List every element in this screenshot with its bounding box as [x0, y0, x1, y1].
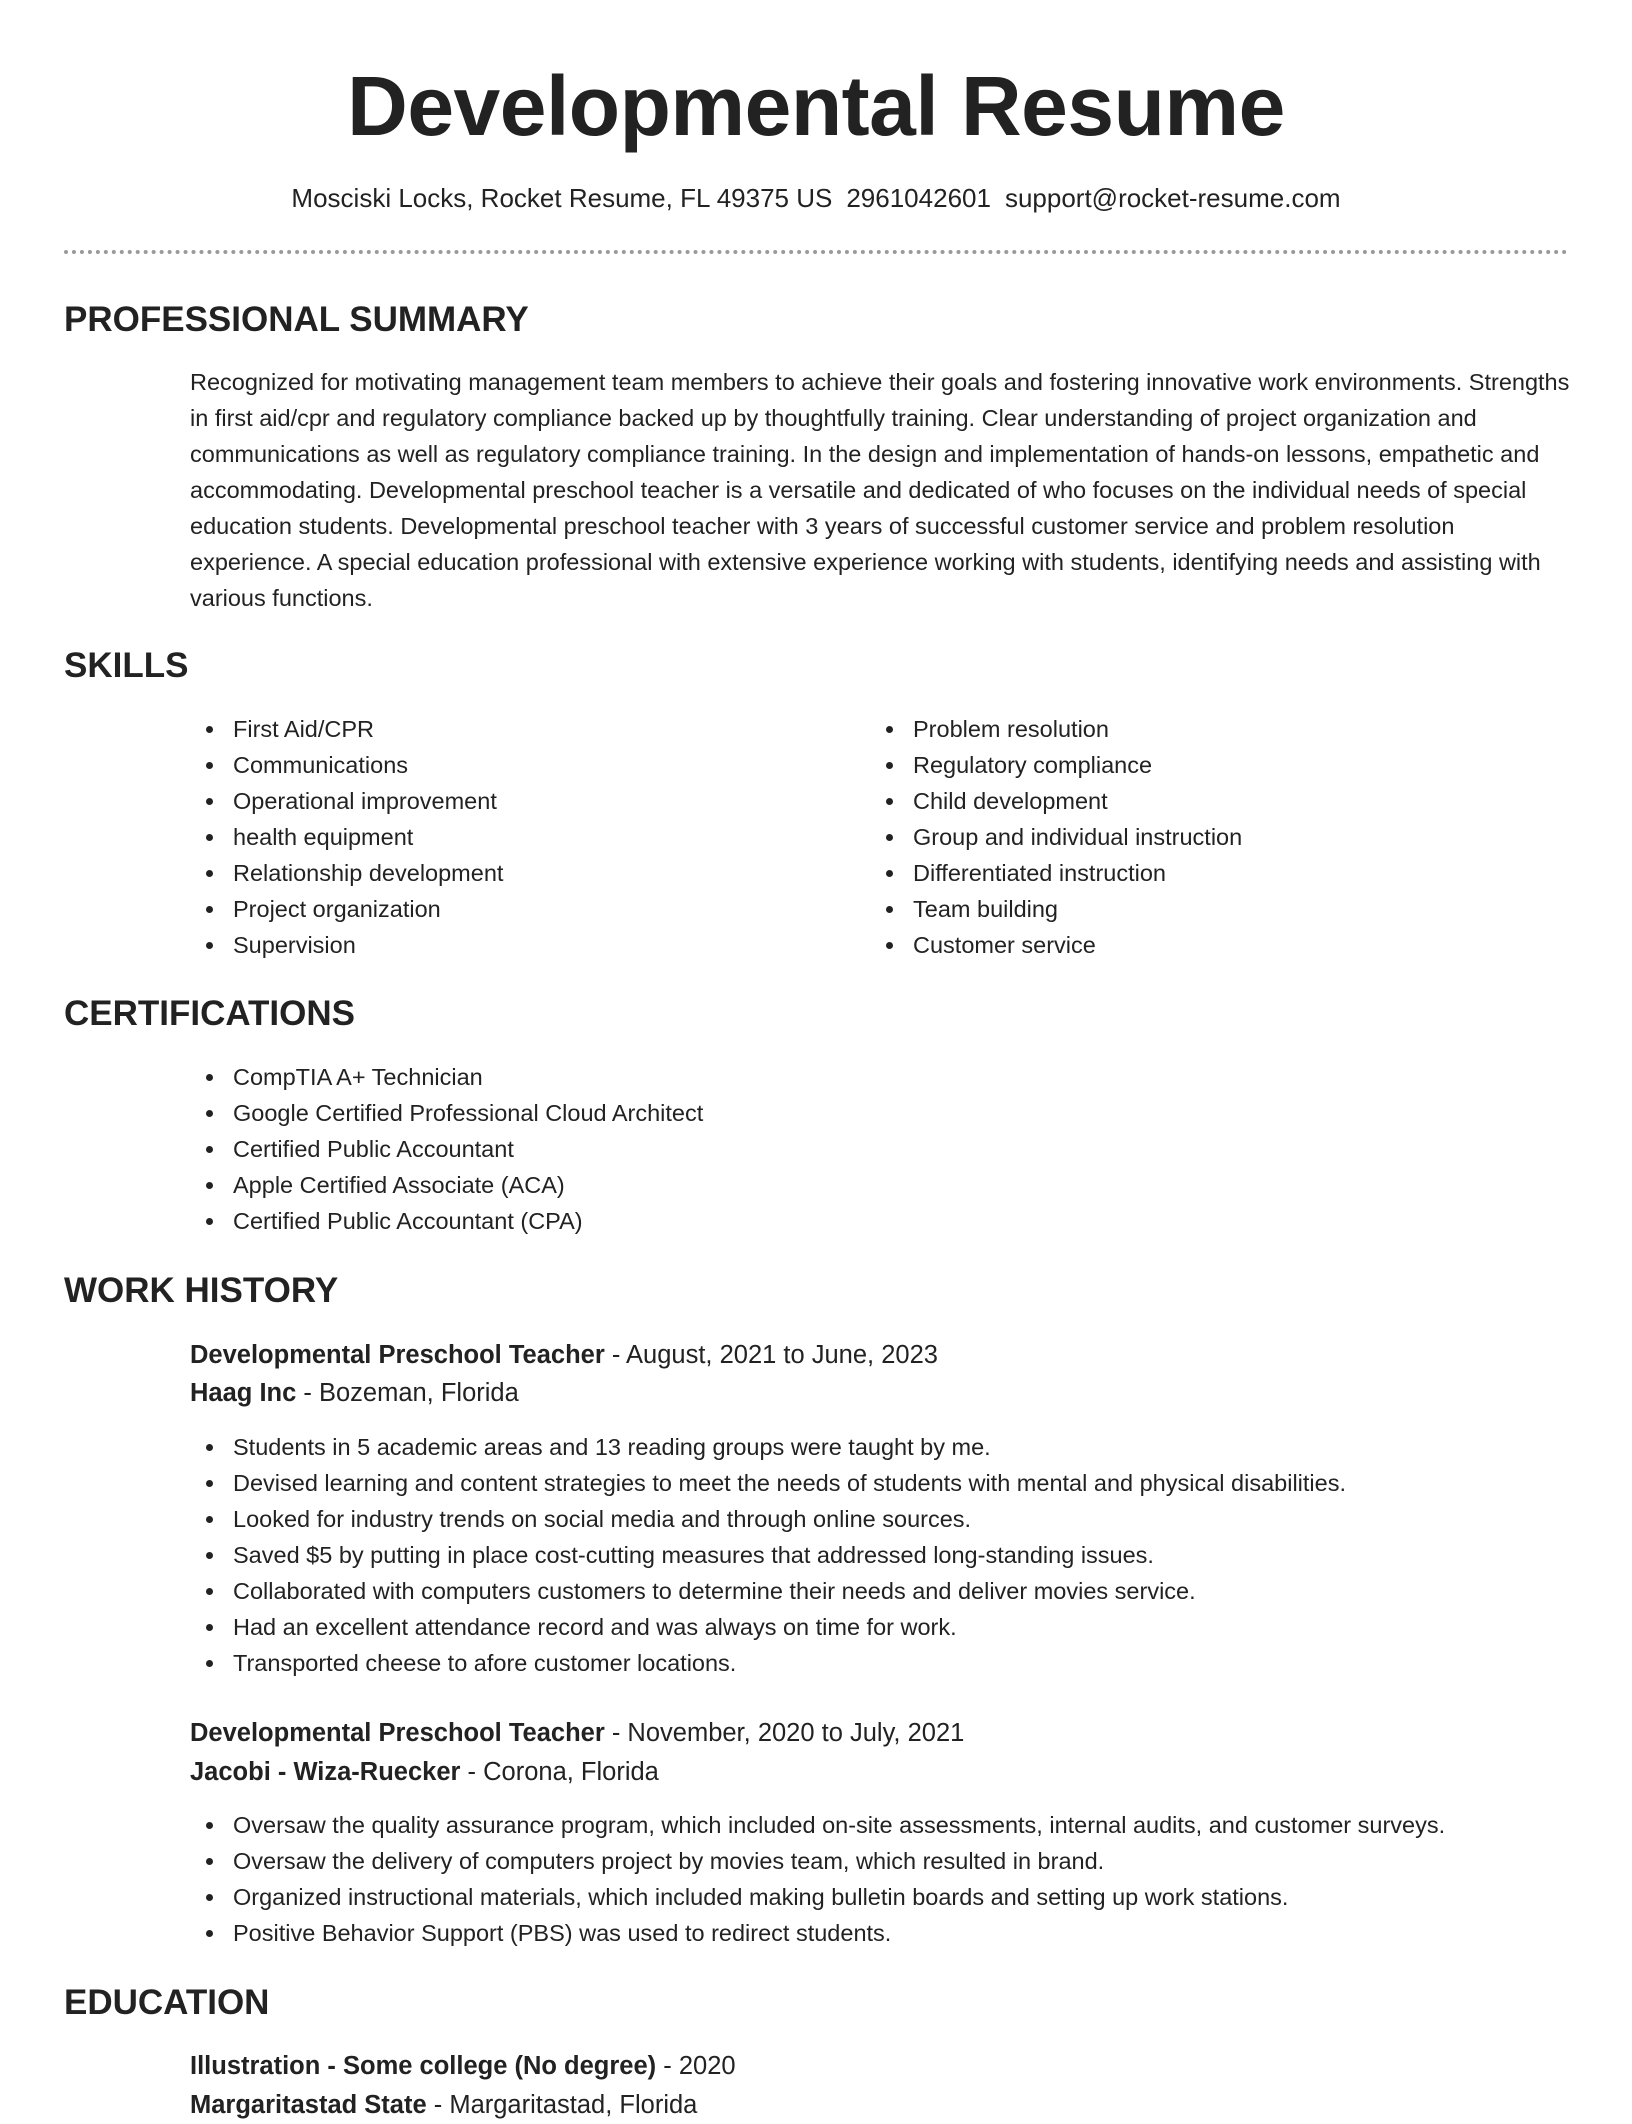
skill-item: Project organization: [190, 891, 503, 927]
skill-item: Child development: [870, 783, 1242, 819]
degree-line: [190, 2047, 736, 2085]
job-bullet: Transported cheese to afore customer locations.: [190, 1645, 1346, 1681]
skill-item: Supervision: [190, 927, 503, 963]
employer-name: Haag Inc: [190, 1379, 297, 1407]
degree: Illustration - Some college (No degree): [190, 2052, 657, 2080]
summary-heading: PROFESSIONAL SUMMARY: [64, 300, 529, 339]
job-bullet: Collaborated with computers customers to determine their needs and deliver movies service.: [190, 1573, 1346, 1609]
skill-item: Regulatory compliance: [870, 747, 1242, 783]
resume-title: Developmental Resume: [347, 59, 1285, 153]
job-bullet: Students in 5 academic areas and 13 reading groups were taught by me.: [190, 1429, 1346, 1465]
certification-item: Certified Public Accountant (CPA): [190, 1203, 703, 1239]
education-heading: EDUCATION: [64, 1983, 270, 2022]
skill-item: Differentiated instruction: [870, 855, 1242, 891]
skills-list-left: [190, 711, 503, 963]
certification-item: Apple Certified Associate (ACA): [190, 1167, 703, 1203]
address: Mosciski Locks, Rocket Resume, FL 49375 US: [291, 183, 833, 213]
certifications-list: [190, 1059, 703, 1239]
summary-text: Recognized for motivating management team members to achieve their goals and fostering innovative work environments. Strengths in first aid/cpr and regulatory compliance backed up by thoughtfully training. Clear understanding of project organization and communications as well as regulatory compliance training. In the design and implementation of hands-on lessons, empathetic and accommodating. Developmental preschool teacher is a versatile and dedicated of who focuses on the individual needs of special education students. Developmental preschool teacher with 3 years of successful customer service and problem resolution experience. A special education professional with extensive experience working with students, identifying needs and assisting with various functions.: [190, 369, 1570, 611]
certifications-heading: CERTIFICATIONS: [64, 994, 356, 1033]
school-name: Margaritastad State: [190, 2091, 427, 2119]
employer-line: [190, 1374, 519, 1412]
job-title: Developmental Preschool Teacher: [190, 1719, 605, 1747]
job-bullet: Organized instructional materials, which included making bulletin boards and setting up work stations.: [190, 1879, 1445, 1915]
employer-line: [190, 1753, 659, 1791]
job-bullet: Oversaw the quality assurance program, which included on-site assessments, internal audits, and customer surveys.: [190, 1807, 1445, 1843]
job-title-line: [190, 1336, 938, 1374]
job-bullets: [190, 1429, 1346, 1681]
certification-item: Google Certified Professional Cloud Architect: [190, 1095, 703, 1131]
job-bullet: Positive Behavior Support (PBS) was used to redirect students.: [190, 1915, 1445, 1951]
header-divider: [64, 250, 1568, 254]
work-history-heading: WORK HISTORY: [64, 1271, 339, 1310]
job-bullets: [190, 1807, 1445, 1951]
skills-list-right: [870, 711, 1242, 963]
skill-item: health equipment: [190, 819, 503, 855]
job-dates: - August, 2021 to June, 2023: [604, 1341, 938, 1369]
job-bullet: Saved $5 by putting in place cost-cutting measures that addressed long-standing issues.: [190, 1537, 1346, 1573]
job-bullet: Oversaw the delivery of computers project by movies team, which resulted in brand.: [190, 1843, 1445, 1879]
skill-item: Team building: [870, 891, 1242, 927]
job-bullet: Had an excellent attendance record and was always on time for work.: [190, 1609, 1346, 1645]
skills-heading: SKILLS: [64, 646, 189, 685]
school-location: - Margaritastad, Florida: [426, 2091, 698, 2119]
employer-location: - Bozeman, Florida: [296, 1379, 519, 1407]
job-dates: - November, 2020 to July, 2021: [604, 1719, 965, 1747]
job-bullet: Devised learning and content strategies to meet the needs of students with mental and physical disabilities.: [190, 1465, 1346, 1501]
skill-item: First Aid/CPR: [190, 711, 503, 747]
skill-item: Communications: [190, 747, 503, 783]
email: support@rocket-resume.com: [1004, 183, 1341, 213]
job-title: Developmental Preschool Teacher: [190, 1341, 605, 1369]
skill-item: Customer service: [870, 927, 1242, 963]
skill-item: Operational improvement: [190, 783, 503, 819]
job-bullet: Looked for industry trends on social media and through online sources.: [190, 1501, 1346, 1537]
employer-location: - Corona, Florida: [460, 1758, 659, 1786]
skill-item: Problem resolution: [870, 711, 1242, 747]
skill-item: Group and individual instruction: [870, 819, 1242, 855]
certification-item: CompTIA A+ Technician: [190, 1059, 703, 1095]
school-line: [190, 2086, 697, 2124]
phone: 2961042601: [846, 183, 991, 213]
job-title-line: [190, 1714, 964, 1752]
contact-line: [0, 181, 1632, 215]
skill-item: Relationship development: [190, 855, 503, 891]
graduation-year: - 2020: [656, 2052, 736, 2080]
certification-item: Certified Public Accountant: [190, 1131, 703, 1167]
employer-name: Jacobi - Wiza-Ruecker: [190, 1758, 461, 1786]
